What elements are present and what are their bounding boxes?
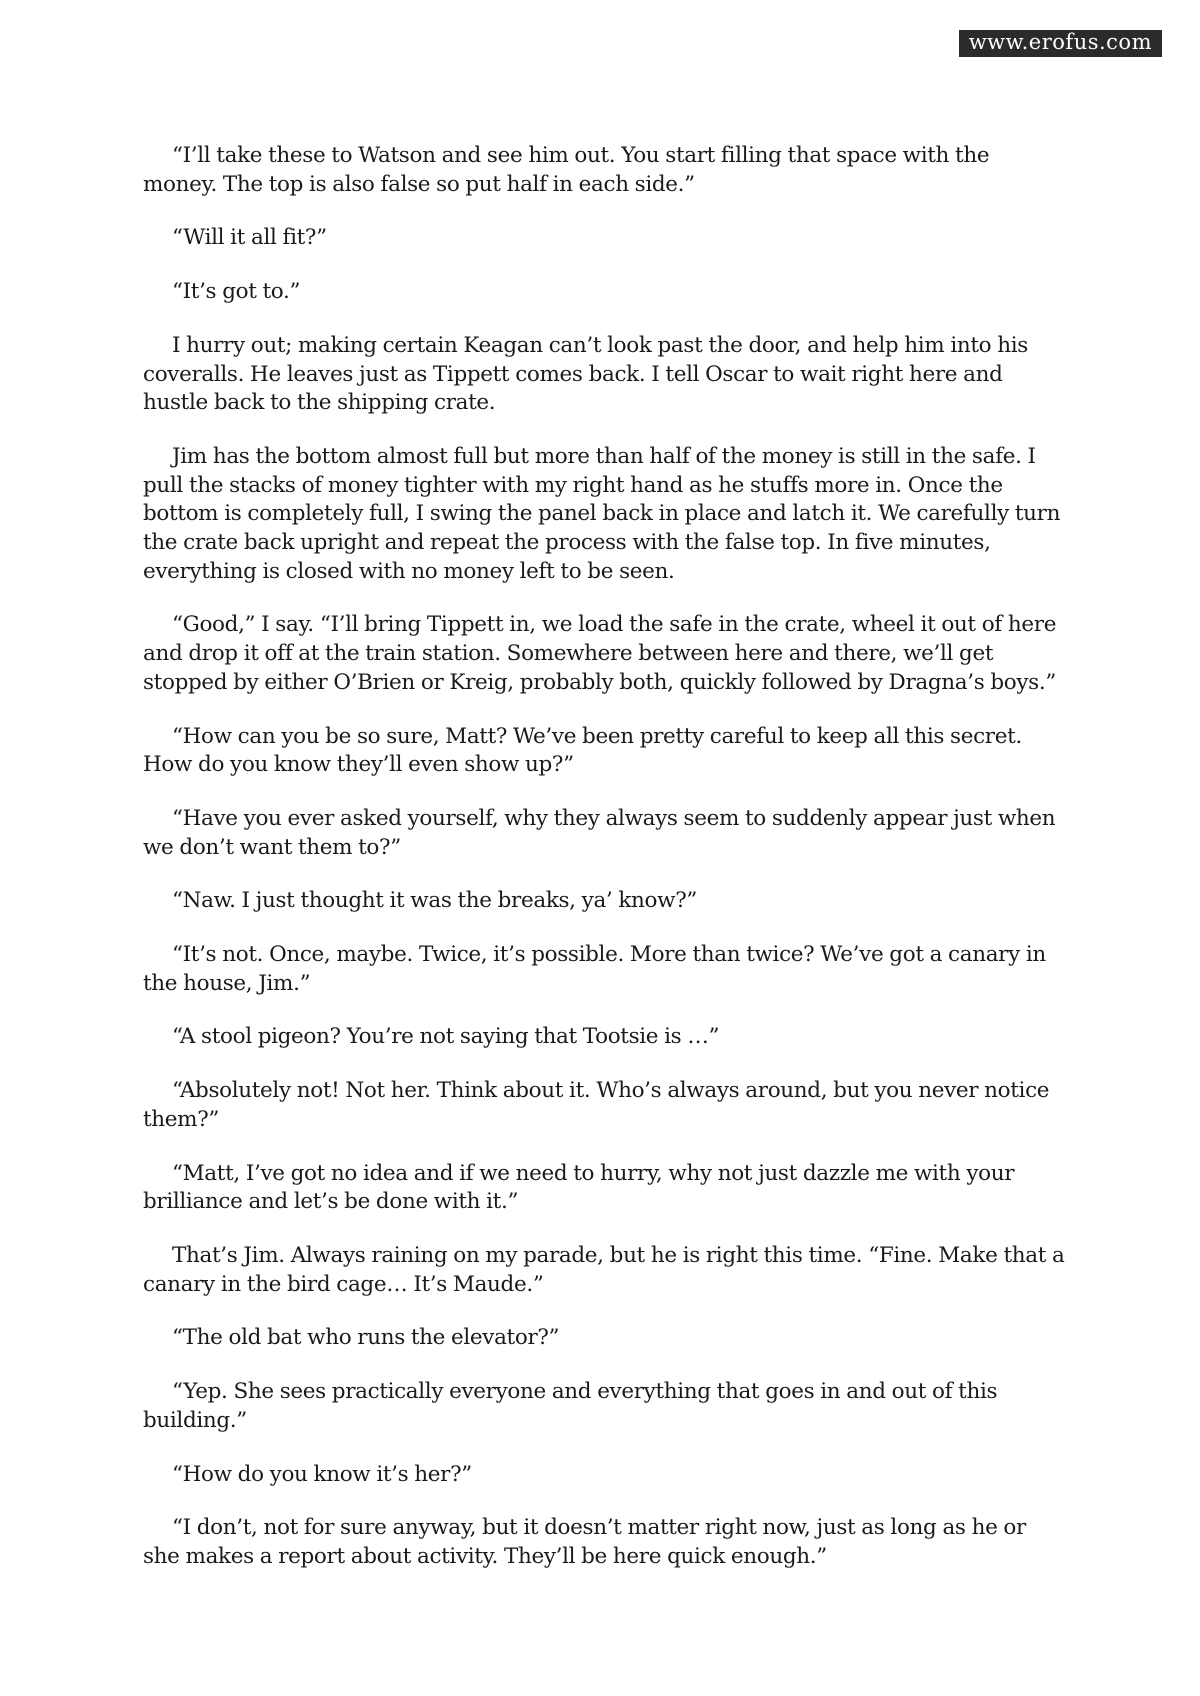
- paragraph: “How do you know it’s her?”: [172, 1461, 472, 1487]
- paragraph: “Have you ever asked yourself, why they always seem to suddenly appear just when we don’t want them to?”: [143, 805, 1056, 860]
- page-body: [143, 142, 1067, 1597]
- paragraph: “It’s got to.”: [172, 279, 301, 305]
- paragraph: “I don’t, not for sure anyway, but it doesn’t matter right now, just as long as he or she makes a report about activity. They’ll be here quick enough.”: [143, 1515, 1026, 1569]
- paragraph: “Yep. She sees practically everyone and everything that goes in and out of this building.”: [143, 1379, 998, 1433]
- paragraph: “I’ll take these to Watson and see him out. You start filling that space with the money. The top is also false so put half in each side.”: [143, 143, 990, 197]
- paragraph: “Absolutely not! Not her. Think about it. Who’s always around, but you never notice them?”: [143, 1078, 1050, 1132]
- paragraph: “Good,” I say. “I’ll bring Tippett in, we load the safe in the crate, wheel it out of here and drop it off at the train station. Somewhere between here and there, we’ll get stopped by either O’Brien or Kreig, probably both, quickly followed by Dragna’s boys.”: [143, 612, 1057, 695]
- watermark: www.erofus.com: [959, 30, 1162, 57]
- paragraph: “Will it all fit?”: [172, 225, 327, 251]
- paragraph: “How can you be so sure, Matt? We’ve been pretty careful to keep all this secret. How do you know they’ll even show up?”: [143, 723, 1022, 778]
- paragraph: I hurry out; making certain Keagan can’t look past the door, and help him into his coveralls. He leaves just as Tippett comes back. I tell Oscar to wait right here and hustle back to the shipping crate.: [143, 332, 1028, 416]
- paragraph: “Naw. I just thought it was the breaks, ya’ know?”: [172, 888, 698, 914]
- paragraph: “The old bat who runs the elevator?”: [172, 1325, 560, 1351]
- paragraph: That’s Jim. Always raining on my parade, but he is right this time. “Fine. Make that a canary in the bird cage… It’s Maude.”: [143, 1242, 1065, 1297]
- paragraph: “It’s not. Once, maybe. Twice, it’s possible. More than twice? We’ve got a canary in the house, Jim.”: [143, 942, 1046, 996]
- paragraph: “Matt, I’ve got no idea and if we need to hurry, why not just dazzle me with your brilliance and let’s be done with it.”: [143, 1160, 1015, 1215]
- paragraph: “A stool pigeon? You’re not saying that Tootsie is …”: [172, 1024, 720, 1050]
- paragraph: Jim has the bottom almost full but more than half of the money is still in the safe. I pull the stacks of money tighter with my right hand as he stuffs more in. Once the bottom is completely full, I swing the panel back in place and latch it. We carefully turn the crate back upright and repeat the process with the false top. In five minutes, everything is closed with no money left to be seen.: [143, 443, 1061, 584]
